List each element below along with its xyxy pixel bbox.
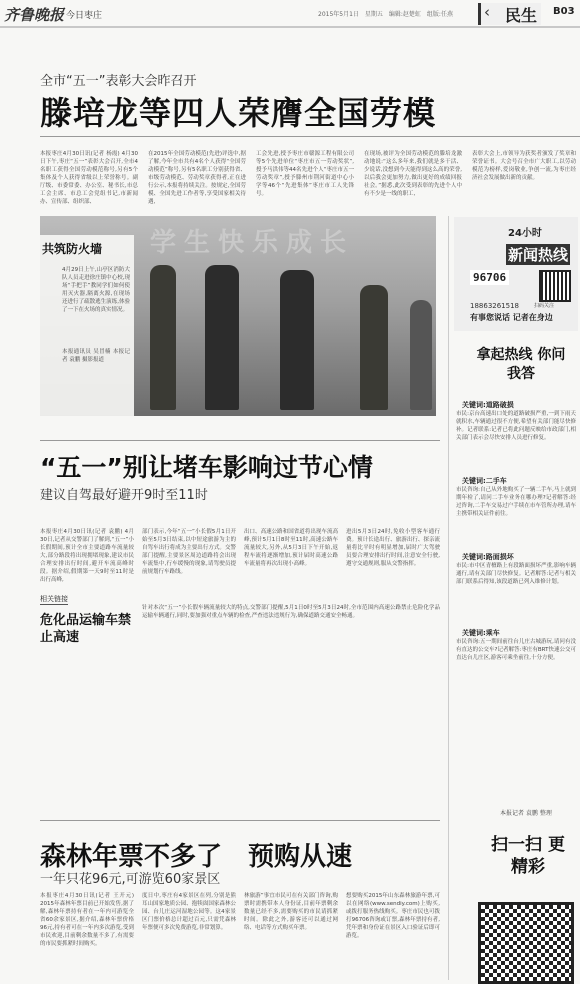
lead-headline: 滕培龙等四人荣膺全国劳模	[40, 94, 437, 132]
page-number: B03	[553, 6, 575, 17]
photo-caption-title: 共筑防火墙	[42, 242, 103, 256]
hotline-number: 96706	[470, 270, 509, 285]
qa-text: 市民:京台高速出口处的道路破损严重,一到下雨天就积水,车辆通过很不方便,希望有关部门能尽快修补。记者联系:记者已将此问题反映给市政部门,相关部门表示会尽快安排人员进行修复。	[456, 411, 576, 441]
section-name: 民生	[505, 6, 538, 25]
qa-credit: 本报记者 袁鹏 整理	[500, 810, 552, 817]
lead-column-4: 在现场,被评为全国劳动模范的滕培龙激动地说:“这么多年来,我们就是多干活、少说话,没想到今天能得到这么高的荣誉,以后我会更加努力,做出更好的成绩回报社会。”据悉,此次受到表彰的先进个人中有不少是一线的职工,	[364, 151, 462, 197]
qa-keyword: 关键词:路面损坏	[462, 553, 514, 561]
forest-column-3: 林旅游”事宜市民可在有关部门咨询,购票时需携带本人身份证,目前年票剩余数量已经不多,需要购买的市民请抓紧时间。除此之外,游客还可以通过网络、电话等方式购买年票。	[244, 893, 338, 931]
forest-headline: 森林年票不多了 预购从速	[40, 842, 353, 872]
traffic-headline: “五一”别让堵车影响过节心情	[40, 453, 373, 482]
traffic-column-1: 本报枣庄4月30日讯(记者 袁鹏) 4月30日,记者从交警部门了解到,“五一”小长假期间,预计全市主要道路车流量较大,部分路段将出现拥堵现象,建议市民合理安排出行时间,避开车流高峰时段。据介绍,假期第一天9时至11时是出行高峰,	[40, 529, 134, 583]
related-link-tag: 相关链接	[40, 595, 68, 603]
qa-text: 市民咨询:自己从外地购买了一辆二手车,马上就到期年检了,请问二手车业务在哪办理?记者解答:经过咨询,二手车交易过户手续在市车管所办理,请车主携带相关证件前往。	[456, 487, 576, 517]
photo-credit: 本报通讯员 吴冒楠 本报记者 袁鹏 摄影报道	[62, 349, 130, 363]
hotline-scan-hint: 扫码关注	[534, 303, 555, 309]
traffic-column-4: 进出5月3日24时,免收小型客车通行费。预计长途出行、旅游出行、探亲流量将比平时有明显增加,届时广大驾驶员要合理安排出行时间,注意安全行驶,遵守交通规则,服从交警指挥。	[346, 529, 440, 567]
photo-figure-firefighter	[205, 265, 239, 410]
hotline-phone: 18863261518	[470, 302, 519, 310]
qr-code	[478, 902, 574, 984]
newspaper-logo: 齐鲁晚报	[4, 6, 65, 24]
qa-text: 市民咨询:五一期间前往台儿庄古城游玩,请问有没有直达的公交车?记者解答:枣庄有BRT快速公交可直达台儿庄区,游客可乘坐前往,十分方便。	[456, 639, 576, 661]
lead-kicker: 全市“五一”表彰大会昨召开	[40, 74, 197, 89]
lead-rule	[40, 136, 580, 137]
qa-keyword: 关键词:道路破损	[462, 401, 514, 409]
traffic-subhead: 建议自驾最好避开9时至11时	[40, 488, 208, 503]
qa-section-title: 拿起热线 你问我答	[476, 347, 566, 382]
qa-text: 市民:市中区青檀路上有段路面损坏严重,影响车辆通行,请有关部门尽快修复。记者解答:记者与相关部门联系后得知,该段道路已列入维修计划。	[456, 563, 576, 585]
forest-column-2: 度日中,枣庄有4家景区在列,分别是熊耳山国家地质公园、抱犊崮国家森林公园、台儿庄运河湿地公园等。这4家景区门票价格总计超过百元,只需凭森林年票便可多次免费游览,非常划算。	[142, 893, 236, 931]
hotline-title: 新闻热线	[508, 246, 569, 264]
qa-keyword: 关键词:乘车	[462, 629, 500, 637]
hotline-hours: 24小时	[508, 228, 542, 239]
forest-subhead: 一年只花96元,可游览60家景区	[40, 872, 221, 887]
traffic-column-2: 部门表示,今年“五一”小长假5月1日开始至5月3日结束,以中短途旅游为主的自驾车出行将成为主要出行方式。交警部门提醒,主要景区周边道路将会出现车流集中,行车缓慢的现象,请驾驶员提前规划行车路线。	[142, 529, 236, 575]
forest-column-1: 本报枣庄4月30日讯(记者 王开元) 2015年森林年票目前已开始发售,据了解,森林年票持有者在一年内可游览全省60余家景区,据介绍,森林年票价格96元,持有者可在一年内多次游览,受到市民欢迎,目前剩余数量不多了,有需要的市民要抓紧时间购买。	[40, 893, 134, 947]
photo-figure-firefighter	[150, 265, 176, 410]
lead-column-3: 工会先进,授予枣庄市赣源工程有限公司等5个先进单位“枣庄市五一劳动奖状”,授予马洪伟等44名先进个人“枣庄市五一劳动奖章”,授予滕州市荆河街道中心小学等46个“先进集体”枣庄市工人先锋号。	[256, 151, 354, 197]
qa-keyword: 关键词:二手车	[462, 477, 507, 485]
danger-text: 针对本次“五一”小长假车辆流量较大的特点,交警部门提醒,5月1日0时至5月3日24时,全市范围内高速公路禁止危险化学品运输车辆通行,同时,要加强对重点车辆的检查,严查违法违规行为,确保道路交通安全畅通。	[142, 605, 440, 619]
danger-headline: 危化品运输车禁止高速	[40, 613, 132, 645]
section-rule	[40, 820, 440, 821]
scan-title: 扫一扫 更精彩	[491, 835, 565, 877]
forest-column-4: 想要购买2015年山东森林旅游年票,可以在网络(www.sendiy.com)上购买,或拨打服务热线购买。枣庄市民也可拨打96706咨询或订票,森林年票持有者,凭年票和身份证在景区入口验证后即可游览。	[346, 893, 440, 939]
newspaper-edition: 今日枣庄	[66, 11, 103, 21]
lead-column-1: 本报枣庄4月30日讯(记者 杨霞) 4月30日下午,枣庄“五一”表彰大会召开,全市4名职工获得全国劳动模范称号,另有5个集体及个人获得省级以上荣誉称号。副厅级、市委常委、办公室、秘书长,市总工会主席、市总工会党组书记,市新闻办、宣传部、组织部、	[40, 151, 138, 205]
photo-caption-text: 4月29日上午,山亭区消防大队人员走进徐庄镇中心校,现场“手把手”教同学们如何使用灭火器,隔离火源,在现场还进行了疏散逃生演练,体验了一下在火场的真实情况。	[62, 267, 130, 313]
lead-column-5: 表彰大会上,市领导为获奖者颁发了奖章和荣誉证书。大会号召全市广大职工,以劳动模范为榜样,爱岗敬业,争创一流,为枣庄经济社会发展做出新的贡献。	[472, 151, 576, 181]
lead-column-2: 在2015年全国劳动模范(先进)评选中,据了解,今年全市共有4名个人获得“全国劳动模范”称号,另有5名职工分别获得省、市级劳动模范、劳动奖章获得者,正在进行公示,本报将持续关注。按规定,全国劳模、全国先进工作者等,享受国家相关待遇,	[148, 151, 246, 205]
hotline-slogan: 有事您说话 记者在身边	[470, 313, 553, 322]
sidebar-divider	[448, 216, 449, 980]
section-arrow-icon: ‹	[484, 3, 490, 21]
photo-wall-text: 学生快乐成长	[150, 228, 355, 258]
photo-figure-firefighter	[280, 270, 314, 410]
section-rule	[40, 440, 440, 441]
photo-figure-firefighter	[360, 285, 388, 410]
traffic-column-3: 出口、高速公路和国省道将出现车流高峰,预计5月1日8时至11时,高速公路车流量较大,另外,从5月3日下午开始,返程车流将逐渐增加,预计届时高速公路车流量将再次出现小高峰。	[244, 529, 338, 567]
hotline-qr-code	[539, 270, 571, 302]
photo-figure-spectator	[410, 300, 432, 410]
dateline: 2015年5月1日 星期五 编辑:赵楚虹 组版:任燕	[318, 11, 453, 18]
